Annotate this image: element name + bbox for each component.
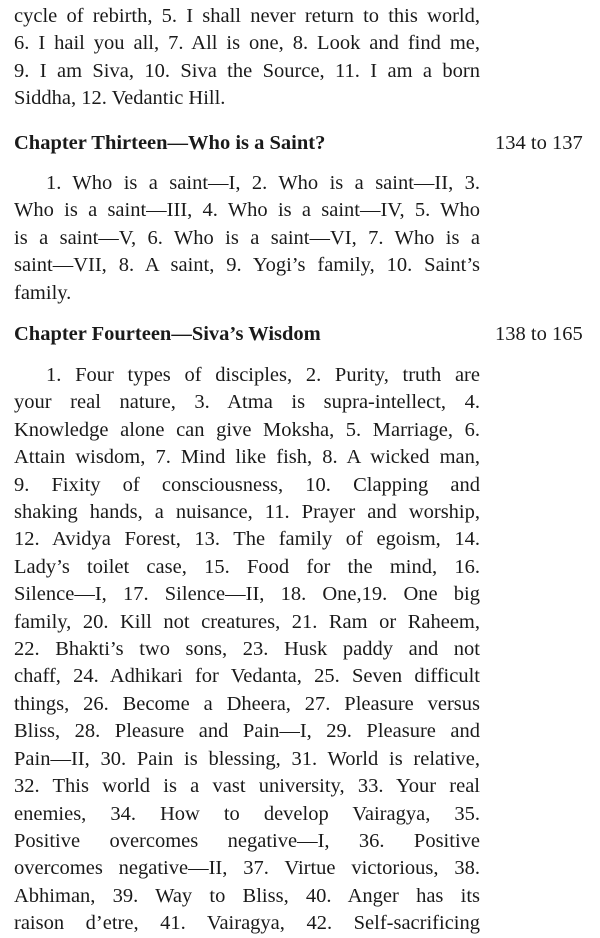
text-line: enemies, 34. How to develop Vairagya, 35.: [14, 802, 480, 825]
text-line: family, 20. Kill not creatures, 21. Ram or Raheem,: [14, 610, 480, 633]
text-line: cycle of rebirth, 5. I shall never return to this world,: [14, 5, 480, 27]
chapter-13-contents: [14, 170, 480, 307]
text-line: Silence—I, 17. Silence—II, 18. One,19. One big: [14, 583, 480, 606]
chapter-14-heading: [14, 323, 600, 351]
text-line: 9. Fixity of consciousness, 10. Clapping and: [14, 473, 480, 496]
text-line: 32. This world is a vast university, 33. Your real: [14, 775, 480, 798]
text-line: your real nature, 3. Atma is supra-intellect, 4.: [14, 391, 480, 414]
intro-paragraph: [14, 3, 480, 113]
text-line: 12. Avidya Forest, 13. The family of egoism, 14.: [14, 528, 480, 551]
text-line: Abhiman, 39. Way to Bliss, 40. Anger has its: [14, 884, 480, 907]
text-line: Knowledge alone can give Moksha, 5. Marriage, 6.: [14, 418, 480, 441]
text-line: overcomes negative—II, 37. Virtue victorious, 38.: [14, 857, 480, 880]
text-line: 22. Bhakti’s two sons, 23. Husk paddy and not: [14, 638, 480, 661]
text-line: things, 26. Become a Dheera, 27. Pleasure versus: [14, 692, 480, 715]
chapter-14-contents: [14, 362, 480, 938]
chapter-14-title: Chapter Fourteen—Siva’s Wisdom: [14, 323, 321, 345]
text-line: Lady’s toilet case, 15. Food for the mind, 16.: [14, 555, 480, 578]
text-line: Positive overcomes negative—I, 36. Positive: [14, 829, 480, 852]
text-line: Who is a saint—III, 4. Who is a saint—IV, 5. Who: [14, 199, 480, 222]
chapter-13-title: Chapter Thirteen—Who is a Saint?: [14, 132, 326, 154]
text-line: chaff, 24. Adhikari for Vedanta, 25. Seven difficult: [14, 665, 480, 688]
text-line: 1. Four types of disciples, 2. Purity, truth are: [46, 364, 480, 386]
text-line: Attain wisdom, 7. Mind like fish, 8. A wicked man,: [14, 446, 480, 469]
text-line: raison d’etre, 41. Vairagya, 42. Self-sacrificing: [14, 912, 480, 935]
chapter-13-heading: [14, 132, 600, 160]
chapter-13-pages: 134 to 137: [495, 132, 583, 154]
text-line: Siddha, 12. Vedantic Hill.: [14, 87, 226, 110]
chapter-14-pages: 138 to 165: [495, 323, 583, 345]
text-line: Bliss, 28. Pleasure and Pain—I, 29. Pleasure and: [14, 720, 480, 743]
text-line: shaking hands, a nuisance, 11. Prayer and worship,: [14, 501, 480, 524]
text-line: is a saint—V, 6. Who is a saint—VI, 7. Who is a: [14, 226, 480, 249]
text-line: 1. Who is a saint—I, 2. Who is a saint—II, 3.: [46, 172, 480, 194]
text-line: 6. I hail you all, 7. All is one, 8. Look and find me,: [14, 32, 480, 55]
text-line: family.: [14, 281, 72, 304]
text-line: 9. I am Siva, 10. Siva the Source, 11. I am a born: [14, 59, 480, 82]
text-line: saint—VII, 8. A saint, 9. Yogi’s family, 10. Saint’s: [14, 254, 480, 277]
text-line: Pain—II, 30. Pain is blessing, 31. World is relative,: [14, 747, 480, 770]
